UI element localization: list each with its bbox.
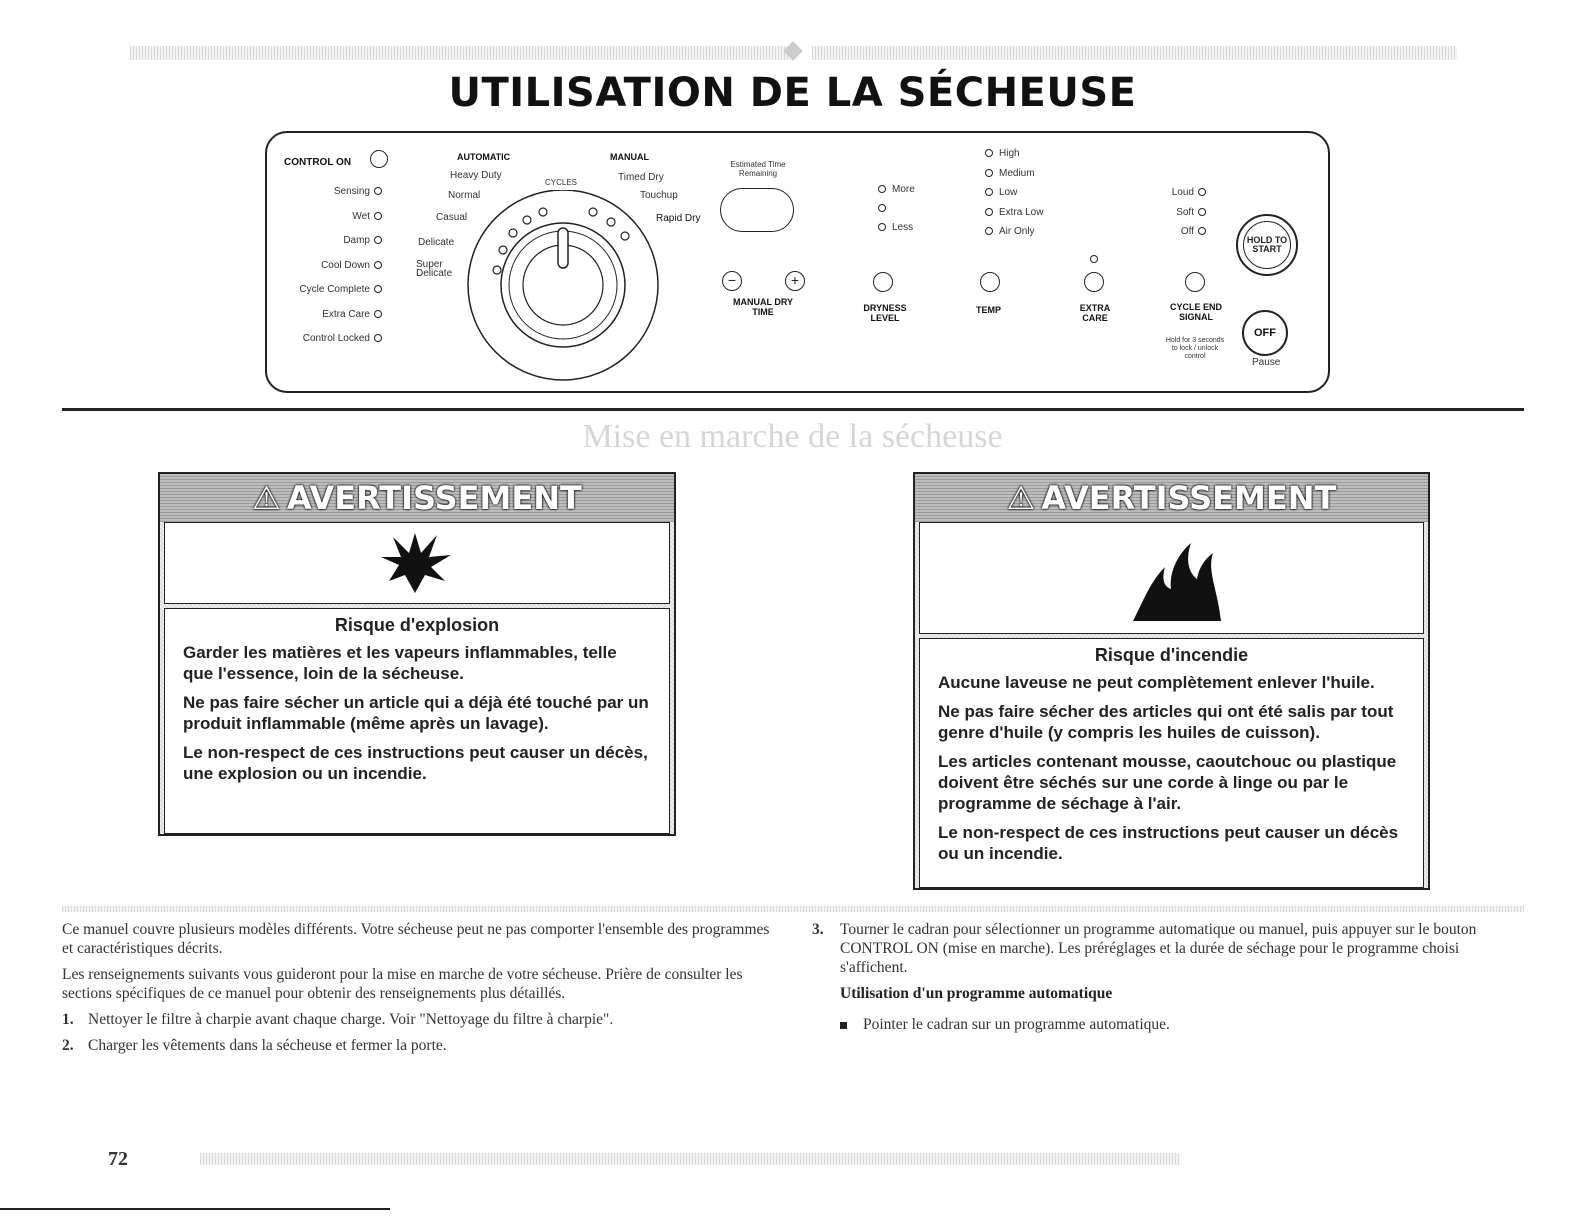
warning-title: Risque d'explosion: [334, 615, 500, 635]
bullet-square-icon: [840, 1022, 847, 1029]
cycle-dial-icon: [455, 190, 665, 390]
estimated-time-label: Estimated Time Remaining: [730, 160, 786, 178]
page-title: UTILISATION DE LA SÉCHEUSE: [448, 70, 1137, 116]
cycle-timed-dry: Timed Dry: [618, 172, 664, 183]
status-light-label: Control Locked: [302, 333, 370, 344]
step-number: 2.: [62, 1037, 74, 1054]
warning-text-panel: [919, 638, 1424, 888]
temp-option-icon: [985, 188, 993, 196]
warning-paragraph: Le non-respect de ces instructions peut causer un décès, une explosion ou un incendie.: [183, 743, 648, 783]
bottom-band: [200, 1153, 1180, 1165]
status-light-label: Sensing: [333, 186, 370, 197]
dryness-option: [878, 184, 915, 195]
plus-button: +: [785, 271, 805, 291]
cycle-end-signal-label: CYCLE END SIGNAL: [1170, 302, 1223, 322]
status-light-item: [270, 284, 382, 295]
status-light-label: Cycle Complete: [299, 284, 370, 295]
warning-paragraph: Ne pas faire sécher un article qui a déjà été touché par un produit inflammable (même après un lavage).: [183, 693, 649, 733]
signal-option-icon: [1198, 227, 1206, 235]
temp-option-label: Air Only: [999, 226, 1035, 237]
dryness-option-label: More: [892, 184, 915, 195]
cycle-normal: Normal: [448, 190, 481, 201]
extra-care-label: EXTRA CARE: [1079, 303, 1111, 323]
top-band-right: [812, 46, 1457, 60]
control-on-label: CONTROL ON: [284, 157, 352, 168]
cycle-heavy-duty: Heavy Duty: [450, 170, 502, 181]
extra-care-button: [1084, 272, 1104, 292]
status-light-icon: [374, 334, 382, 342]
warning-paragraph: Ne pas faire sécher des articles qui ont été salis par tout genre d'huile (y compris les huiles de cuisson).: [938, 702, 1394, 742]
step-number: 1.: [62, 1011, 74, 1028]
automatic-label: AUTOMATIC: [457, 152, 511, 162]
warning-paragraph: Aucune laveuse ne peut complètement enlever l'huile.: [938, 673, 1375, 692]
signal-option-label: Soft: [1176, 206, 1194, 218]
status-light-icon: [374, 261, 382, 269]
extra-care-indicator: [1090, 255, 1098, 263]
page-number: 72: [108, 1148, 128, 1170]
warning-triangle-icon: ⚠: [1006, 479, 1036, 517]
section-rule: [62, 408, 1524, 411]
warning-paragraph: Les articles contenant mousse, caoutchouc ou plastique doivent être séchés sur une corde à linge ou par le programme de séchage à l'air.: [938, 752, 1397, 813]
warning-box-explosion: [158, 472, 676, 836]
step-number: 3.: [812, 921, 824, 938]
status-light-item: [270, 309, 382, 320]
off-button: OFF: [1242, 310, 1288, 356]
status-light-icon: [374, 187, 382, 195]
body-right-column: [812, 920, 1524, 1041]
warning-icon-panel: [919, 522, 1424, 634]
step-item: [812, 920, 1524, 977]
signal-option: [1140, 226, 1206, 237]
warning-header: [160, 474, 674, 522]
explosion-icon: [375, 531, 455, 597]
temp-option: [985, 226, 1035, 237]
temp-option-icon: [985, 227, 993, 235]
temp-option: [985, 168, 1035, 179]
status-light-item: [270, 235, 382, 246]
dryness-level-button: [873, 272, 893, 292]
step-text: Nettoyer le filtre à charpie avant chaque charge. Voir "Nettoyage du filtre à charpie".: [88, 1011, 614, 1028]
section-title: Mise en marche de la sécheuse: [582, 418, 1003, 455]
dryness-option-label: Less: [892, 222, 914, 233]
cycle-touchup: Touchup: [640, 190, 678, 201]
time-display: [720, 188, 794, 232]
temp-option: [985, 187, 1017, 198]
status-light-icon: [374, 212, 382, 220]
step-text: Tourner le cadran pour sélectionner un programme automatique ou manuel, puis appuyer sur le bouton CONTROL ON (mise en marche). Les préréglages et la durée de séchage pour le programme choisi s'affichent.: [840, 921, 1477, 976]
bullet-text: Pointer le cadran sur un programme automatique.: [863, 1016, 1170, 1033]
status-light-item: [270, 260, 382, 271]
control-on-button: [370, 150, 388, 168]
temp-option-label: Extra Low: [999, 206, 1044, 218]
signal-option-label: Loud: [1171, 187, 1194, 198]
warning-icon-panel: [164, 522, 670, 604]
status-light-icon: [374, 310, 382, 318]
dryness-option-icon: [878, 204, 886, 212]
signal-option: [1140, 187, 1206, 198]
bottom-rule: [0, 1208, 390, 1210]
step-item: [62, 1036, 782, 1055]
manual-dry-time-label: MANUAL DRY TIME: [733, 297, 793, 317]
temp-option: [985, 207, 1043, 218]
warning-text-panel: [164, 608, 670, 834]
intro-paragraph: Ce manuel couvre plusieurs modèles différents. Votre sécheuse peut ne pas comporter l'ensemble des programmes et caractéristiques décrits.: [62, 921, 770, 957]
hold-note: Hold for 3 seconds to lock / unlock control: [1165, 337, 1225, 360]
temp-option-label: High: [999, 148, 1020, 159]
warning-paragraph: Garder les matières et les vapeurs inflammables, telle que l'essence, loin de la sécheuse.: [183, 643, 617, 683]
status-light-icon: [374, 285, 382, 293]
dryness-option-icon: [878, 223, 886, 231]
warning-paragraph: Le non-respect de ces instructions peut causer un décès ou un incendie.: [938, 823, 1399, 863]
warning-box-fire: [913, 472, 1430, 890]
fire-icon: [1125, 537, 1225, 625]
cycle-rapid-dry: Rapid Dry: [656, 213, 701, 224]
warning-triangle-icon: ⚠: [252, 479, 281, 517]
minus-button: −: [722, 271, 742, 291]
step-item: [62, 1010, 782, 1029]
cycle-casual: Casual: [436, 212, 468, 223]
temp-label: TEMP: [976, 305, 1002, 315]
signal-option-icon: [1198, 188, 1206, 196]
temp-button: [980, 272, 1000, 292]
warning-title: Risque d'incendie: [1094, 645, 1249, 665]
step-text: Charger les vêtements dans la sécheuse et fermer la porte.: [88, 1037, 447, 1054]
temp-option-label: Medium: [999, 167, 1035, 179]
temp-option-icon: [985, 208, 993, 216]
bullet-item: [840, 1015, 1524, 1034]
signal-option: [1140, 207, 1206, 218]
body-band: [62, 906, 1524, 912]
status-light-item: [270, 211, 382, 222]
temp-option-icon: [985, 169, 993, 177]
cycles-label: CYCLES: [545, 178, 578, 187]
status-light-item: [270, 186, 382, 197]
top-band: [130, 46, 790, 60]
manual-label: MANUAL: [610, 152, 649, 162]
warning-header-text: AVERTISSEMENT: [286, 479, 582, 517]
status-light-icon: [374, 236, 382, 244]
status-light-label: Extra Care: [322, 308, 370, 320]
warning-header-text: AVERTISSEMENT: [1041, 479, 1337, 517]
hold-to-start-inner: HOLD TO START: [1243, 221, 1291, 269]
body-left-column: [62, 920, 782, 1062]
dryness-level-label: DRYNESS LEVEL: [863, 303, 907, 323]
cycle-delicate: Delicate: [418, 237, 455, 248]
dryness-option-icon: [878, 185, 886, 193]
status-light-label: Cool Down: [321, 259, 370, 271]
dryness-option: [878, 222, 913, 233]
temp-option: [985, 148, 1020, 159]
subheading: Utilisation d'un programme automatique: [840, 985, 1113, 1002]
cycle-super-delicate: Super Delicate: [416, 259, 453, 279]
signal-option-label: Off: [1180, 226, 1194, 237]
signal-option-icon: [1198, 208, 1206, 216]
warning-header: [915, 474, 1428, 522]
temp-option-label: Low: [999, 187, 1018, 198]
status-light-item: [270, 333, 382, 344]
dryness-option: [878, 203, 892, 214]
pause-label: Pause: [1252, 357, 1281, 368]
status-light-label: Damp: [343, 235, 370, 246]
temp-option-icon: [985, 149, 993, 157]
intro-paragraph: Les renseignements suivants vous guideront pour la mise en marche de votre sécheuse. Prière de consulter les sections spécifiques de ce manuel pour obtenir des renseignements plus détaillés.: [62, 966, 743, 1002]
status-light-label: Wet: [352, 210, 370, 222]
cycle-end-signal-button: [1185, 272, 1205, 292]
